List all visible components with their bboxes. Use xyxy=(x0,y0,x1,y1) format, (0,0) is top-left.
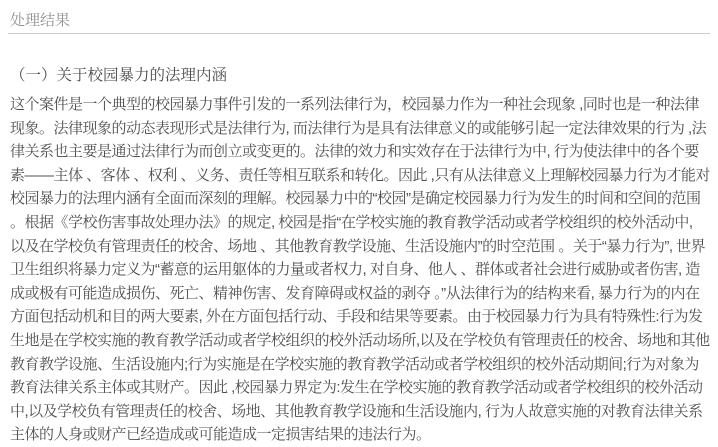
body-paragraph: 这个案件是一个典型的校园暴力事件引发的一系列法律行为，校园暴力作为一种社会现象 ,同时也是一种法律现象。法律现象的动态表现形式是法律行为, 而法律行为是具有法律意义的或能够引起一定法律效果的行为 ,法律关系也主要是通过法律行为而创立或变更的。法律的效力和实效存在于法律行为中, 行为使法律中的各个要素——主体 、客体 、权利 、义务、责任等相互联系和转化。因此 ,只有从法律意义上理解校园暴力行为才能对校园暴力的法理内涵有全面而深刻的理解。校园暴力中的“校园”是确定校园暴力行为发生的时间和空间的范围 。根据《学校伤害事故处理办法》的规定, 校园是指“在学校实施的教育教学活动或者学校组织的校外活动中, 以及在学校负有管理责任的校舍、场地 、其他教育教学设施、生活设施内”的时空范围 。关于“暴力行为”, 世界卫生组织将暴力定义为“蓄意的运用躯体的力量或者权力, 对自身、他人 、群体或者社会进行威胁或者伤害, 造成或极有可能造成损伤、死亡、精神伤害、发育障碍或权益的剥夺 。”从法律行为的结构来看, 暴力行为的内在方面包括动机和目的两大要素, 外在方面包括行动、手段和结果等要素。由于校园暴力行为具有特殊性:行为发生地是在学校实施的教育教学活动或者学校组织的校外活动场所,以及在学校负有管理责任的校舍、场地和其他教育教学设施、生活设施内;行为实施是在学校实施的教育教学活动或者学校组织的校外活动期间;行为对象为教育法律关系主体或其财产。因此 ,校园暴力界定为:发生在学校实施的教育教学活动或者学校组织的校外活动中,以及学校负有管理责任的校舍、场地、其他教育教学设施和生活设施内, 行为人故意实施的对教育法律关系主体的人身或财产已经造成或可能造成一定损害结果的违法行为。 xyxy=(10,96,710,444)
section-title: （一）关于校园暴力的法理内涵 xyxy=(10,67,228,84)
page-header-title: 处理结果 xyxy=(10,12,71,29)
header-divider xyxy=(8,33,710,34)
